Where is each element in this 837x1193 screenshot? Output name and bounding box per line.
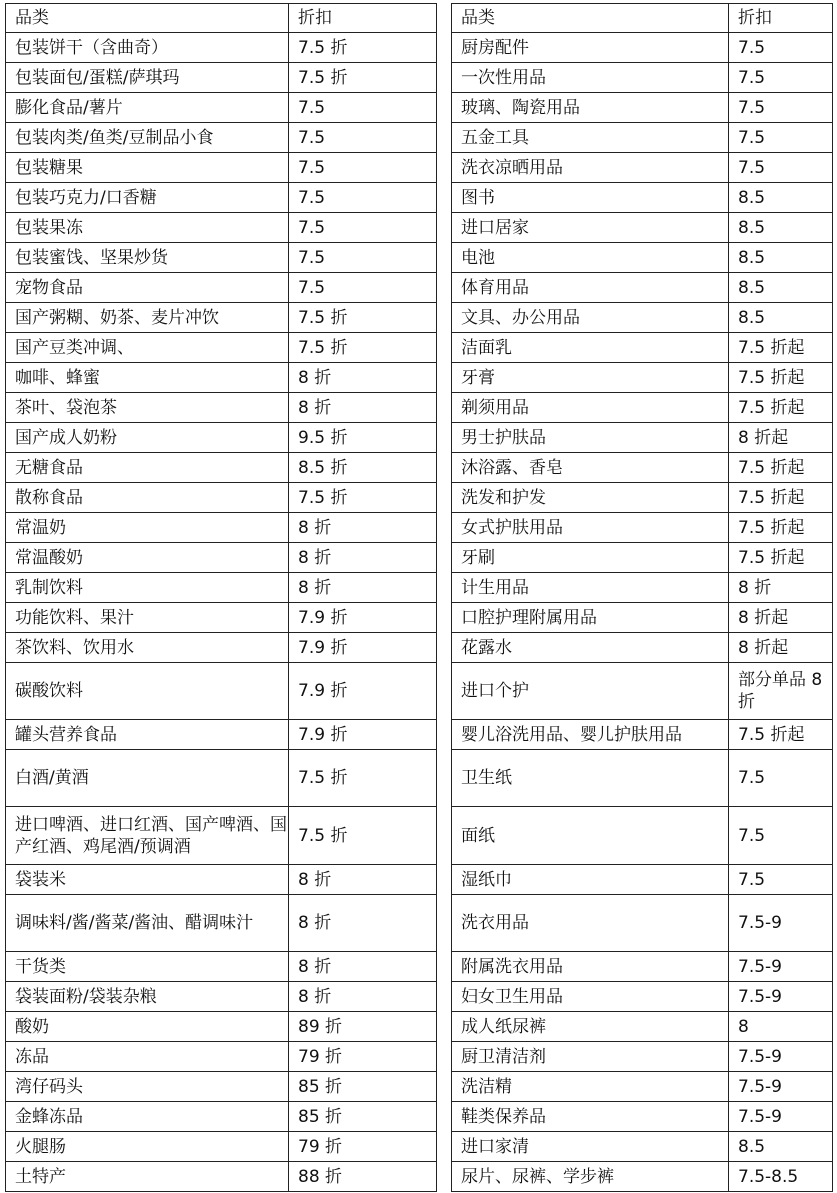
discount-cell: 7.9 折 — [289, 720, 437, 750]
category-cell: 附属洗衣用品 — [452, 952, 729, 982]
category-cell: 调味料/酱/酱菜/酱油、醋调味汁 — [6, 895, 289, 952]
table-row — [6, 63, 437, 93]
category-cell: 无糖食品 — [6, 453, 289, 483]
category-cell: 金蜂冻品 — [6, 1102, 289, 1132]
category-cell: 土特产 — [6, 1162, 289, 1192]
table-row — [452, 663, 833, 720]
table-row — [6, 1042, 437, 1072]
category-cell: 进口啤酒、进口红酒、国产啤酒、国产红酒、鸡尾酒/预调酒 — [6, 807, 289, 865]
discount-cell: 8.5 — [729, 273, 833, 303]
category-cell: 干货类 — [6, 952, 289, 982]
table-header-row — [452, 4, 833, 33]
table-header-row — [6, 4, 437, 33]
category-cell: 计生用品 — [452, 573, 729, 603]
discount-cell: 8 折起 — [729, 633, 833, 663]
category-cell: 厨卫清洁剂 — [452, 1042, 729, 1072]
table-row — [452, 393, 833, 423]
table-row — [452, 333, 833, 363]
table-row — [6, 573, 437, 603]
discount-cell: 8.5 — [729, 303, 833, 333]
category-cell: 袋装米 — [6, 865, 289, 895]
discount-cell: 7.5 折 — [289, 63, 437, 93]
table-row — [452, 183, 833, 213]
category-cell: 国产成人奶粉 — [6, 423, 289, 453]
table-row — [452, 33, 833, 63]
table-row — [6, 213, 437, 243]
category-cell: 包装饼干（含曲奇） — [6, 33, 289, 63]
discount-cell: 7.5-9 — [729, 1102, 833, 1132]
discount-cell: 7.5 折 — [289, 303, 437, 333]
table-row — [452, 573, 833, 603]
discount-cell: 7.5 — [729, 153, 833, 183]
category-cell: 玻璃、陶瓷用品 — [452, 93, 729, 123]
table-row — [6, 33, 437, 63]
category-cell: 咖啡、蜂蜜 — [6, 363, 289, 393]
category-cell: 常温奶 — [6, 513, 289, 543]
category-cell: 电池 — [452, 243, 729, 273]
category-cell: 包装面包/蛋糕/萨琪玛 — [6, 63, 289, 93]
category-cell: 火腿肠 — [6, 1132, 289, 1162]
category-cell: 男士护肤品 — [452, 423, 729, 453]
discount-cell: 7.5 — [729, 33, 833, 63]
table-row — [452, 153, 833, 183]
table-row — [452, 1012, 833, 1042]
discount-cell: 8 折 — [289, 543, 437, 573]
category-cell: 洁面乳 — [452, 333, 729, 363]
discount-cell: 部分单品 8 折 — [729, 663, 833, 720]
discount-cell: 7.5 — [729, 93, 833, 123]
table-row — [452, 423, 833, 453]
table-row — [6, 243, 437, 273]
discount-cell: 7.5 — [289, 273, 437, 303]
table-row — [452, 1042, 833, 1072]
category-cell: 花露水 — [452, 633, 729, 663]
category-cell: 功能饮料、果汁 — [6, 603, 289, 633]
category-cell: 湿纸巾 — [452, 865, 729, 895]
table-row — [452, 1132, 833, 1162]
category-cell: 湾仔码头 — [6, 1072, 289, 1102]
discount-cell: 8.5 — [729, 1132, 833, 1162]
discount-cell: 7.5 折 — [289, 333, 437, 363]
discount-cell: 7.9 折 — [289, 663, 437, 720]
table-row — [6, 153, 437, 183]
table-row — [452, 603, 833, 633]
discount-cell: 7.5 — [729, 865, 833, 895]
discount-cell: 7.5 折起 — [729, 363, 833, 393]
discount-cell: 8.5 — [729, 243, 833, 273]
discount-cell: 7.5 折 — [289, 483, 437, 513]
category-cell: 常温酸奶 — [6, 543, 289, 573]
table-row — [452, 123, 833, 153]
table-row — [6, 720, 437, 750]
category-cell: 袋装面粉/袋装杂粮 — [6, 982, 289, 1012]
discount-table-right — [451, 3, 833, 1192]
discount-cell: 79 折 — [289, 1132, 437, 1162]
discount-cell: 7.5-9 — [729, 895, 833, 952]
table-row — [6, 750, 437, 807]
table-row — [452, 483, 833, 513]
discount-cell: 7.5-9 — [729, 982, 833, 1012]
table-row — [452, 633, 833, 663]
category-cell: 包装糖果 — [6, 153, 289, 183]
table-row — [6, 453, 437, 483]
category-header: 品类 — [6, 4, 289, 33]
category-cell: 国产粥糊、奶茶、麦片冲饮 — [6, 303, 289, 333]
table-row — [452, 513, 833, 543]
discount-cell: 7.5 — [289, 243, 437, 273]
discount-cell: 7.9 折 — [289, 633, 437, 663]
discount-cell: 8 折 — [289, 865, 437, 895]
category-cell: 口腔护理附属用品 — [452, 603, 729, 633]
table-row — [452, 1102, 833, 1132]
category-cell: 茶叶、袋泡茶 — [6, 393, 289, 423]
table-row — [6, 982, 437, 1012]
table-row — [6, 123, 437, 153]
table-row — [452, 273, 833, 303]
discount-cell: 8 折 — [289, 393, 437, 423]
discount-cell: 8 折起 — [729, 423, 833, 453]
table-row — [452, 982, 833, 1012]
category-cell: 妇女卫生用品 — [452, 982, 729, 1012]
discount-cell: 7.5 折起 — [729, 483, 833, 513]
discount-cell: 7.5 — [289, 93, 437, 123]
discount-cell: 7.5 折起 — [729, 393, 833, 423]
category-cell: 女式护肤用品 — [452, 513, 729, 543]
table-row — [6, 807, 437, 865]
discount-cell: 7.5 折起 — [729, 720, 833, 750]
table-row — [6, 363, 437, 393]
table-row — [452, 720, 833, 750]
discount-cell: 88 折 — [289, 1162, 437, 1192]
table-row — [452, 543, 833, 573]
table-row — [6, 663, 437, 720]
discount-cell: 7.9 折 — [289, 603, 437, 633]
discount-cell: 8.5 折 — [289, 453, 437, 483]
table-row — [6, 633, 437, 663]
table-row — [452, 363, 833, 393]
category-cell: 包装巧克力/口香糖 — [6, 183, 289, 213]
discount-cell: 7.5 — [729, 750, 833, 807]
discount-cell: 7.5 折起 — [729, 453, 833, 483]
discount-cell: 8.5 — [729, 213, 833, 243]
category-cell: 尿片、尿裤、学步裤 — [452, 1162, 729, 1192]
category-cell: 厨房配件 — [452, 33, 729, 63]
category-cell: 体育用品 — [452, 273, 729, 303]
discount-cell: 7.5 折起 — [729, 543, 833, 573]
discount-header: 折扣 — [289, 4, 437, 33]
table-row — [6, 603, 437, 633]
table-row — [6, 1162, 437, 1192]
category-cell: 进口居家 — [452, 213, 729, 243]
table-row — [6, 513, 437, 543]
discount-cell: 8 折 — [289, 363, 437, 393]
discount-cell: 8 折 — [289, 982, 437, 1012]
category-cell: 洗发和护发 — [452, 483, 729, 513]
table-row — [6, 483, 437, 513]
table-row — [6, 543, 437, 573]
category-cell: 洗衣用品 — [452, 895, 729, 952]
discount-cell: 8 — [729, 1012, 833, 1042]
category-cell: 酸奶 — [6, 1012, 289, 1042]
discount-cell: 89 折 — [289, 1012, 437, 1042]
category-cell: 婴儿浴洗用品、婴儿护肤用品 — [452, 720, 729, 750]
category-cell: 卫生纸 — [452, 750, 729, 807]
table-row — [6, 1012, 437, 1042]
category-cell: 一次性用品 — [452, 63, 729, 93]
discount-cell: 7.5 — [729, 807, 833, 865]
category-cell: 茶饮料、饮用水 — [6, 633, 289, 663]
category-cell: 剃须用品 — [452, 393, 729, 423]
discount-cell: 79 折 — [289, 1042, 437, 1072]
table-row — [6, 423, 437, 453]
discount-cell: 8 折 — [289, 952, 437, 982]
category-cell: 罐头营养食品 — [6, 720, 289, 750]
category-cell: 碳酸饮料 — [6, 663, 289, 720]
table-row — [452, 213, 833, 243]
table-row — [452, 750, 833, 807]
table-row — [452, 243, 833, 273]
discount-cell: 8 折 — [289, 895, 437, 952]
table-row — [6, 865, 437, 895]
category-cell: 鞋类保养品 — [452, 1102, 729, 1132]
category-cell: 文具、办公用品 — [452, 303, 729, 333]
category-cell: 包装肉类/鱼类/豆制品小食 — [6, 123, 289, 153]
discount-cell: 9.5 折 — [289, 423, 437, 453]
category-cell: 洗洁精 — [452, 1072, 729, 1102]
discount-cell: 7.5-9 — [729, 1042, 833, 1072]
table-row — [452, 1162, 833, 1192]
discount-cell: 7.5 折起 — [729, 333, 833, 363]
category-cell: 成人纸尿裤 — [452, 1012, 729, 1042]
discount-cell: 7.5 — [729, 123, 833, 153]
discount-cell: 7.5 — [289, 123, 437, 153]
category-cell: 散称食品 — [6, 483, 289, 513]
table-row — [452, 93, 833, 123]
discount-header: 折扣 — [729, 4, 833, 33]
discount-cell: 7.5-8.5 — [729, 1162, 833, 1192]
discount-cell: 8 折 — [289, 573, 437, 603]
category-cell: 包装蜜饯、坚果炒货 — [6, 243, 289, 273]
category-cell: 膨化食品/薯片 — [6, 93, 289, 123]
category-cell: 洗衣凉晒用品 — [452, 153, 729, 183]
discount-cell: 7.5 折起 — [729, 513, 833, 543]
table-row — [452, 1072, 833, 1102]
table-row — [452, 807, 833, 865]
table-row — [6, 183, 437, 213]
discount-cell: 7.5-9 — [729, 952, 833, 982]
category-cell: 宠物食品 — [6, 273, 289, 303]
category-cell: 进口家清 — [452, 1132, 729, 1162]
discount-cell: 85 折 — [289, 1072, 437, 1102]
table-row — [6, 273, 437, 303]
category-cell: 图书 — [452, 183, 729, 213]
discount-cell: 7.5 — [289, 153, 437, 183]
discount-cell: 7.5-9 — [729, 1072, 833, 1102]
category-cell: 乳制饮料 — [6, 573, 289, 603]
table-row — [6, 952, 437, 982]
discount-cell: 7.5 — [729, 63, 833, 93]
table-row — [6, 393, 437, 423]
category-cell: 国产豆类冲调、 — [6, 333, 289, 363]
table-row — [6, 93, 437, 123]
discount-cell: 85 折 — [289, 1102, 437, 1132]
table-row — [6, 1102, 437, 1132]
category-header: 品类 — [452, 4, 729, 33]
table-row — [452, 865, 833, 895]
category-cell: 五金工具 — [452, 123, 729, 153]
table-row — [6, 333, 437, 363]
table-row — [452, 453, 833, 483]
category-cell: 沐浴露、香皂 — [452, 453, 729, 483]
table-row — [452, 952, 833, 982]
discount-cell: 8 折 — [729, 573, 833, 603]
discount-cell: 8 折起 — [729, 603, 833, 633]
category-cell: 面纸 — [452, 807, 729, 865]
table-row — [6, 303, 437, 333]
discount-cell: 7.5 — [289, 213, 437, 243]
category-cell: 进口个护 — [452, 663, 729, 720]
discount-cell: 7.5 — [289, 183, 437, 213]
discount-table-left — [5, 3, 437, 1192]
discount-cell: 7.5 折 — [289, 33, 437, 63]
discount-cell: 7.5 折 — [289, 807, 437, 865]
discount-cell: 7.5 折 — [289, 750, 437, 807]
discount-cell: 8.5 — [729, 183, 833, 213]
table-row — [452, 63, 833, 93]
table-row — [452, 895, 833, 952]
category-cell: 白酒/黄酒 — [6, 750, 289, 807]
discount-cell: 8 折 — [289, 513, 437, 543]
category-cell: 牙刷 — [452, 543, 729, 573]
category-cell: 包装果冻 — [6, 213, 289, 243]
table-row — [6, 1072, 437, 1102]
table-row — [6, 895, 437, 952]
category-cell: 冻品 — [6, 1042, 289, 1072]
table-row — [452, 303, 833, 333]
category-cell: 牙膏 — [452, 363, 729, 393]
table-row — [6, 1132, 437, 1162]
